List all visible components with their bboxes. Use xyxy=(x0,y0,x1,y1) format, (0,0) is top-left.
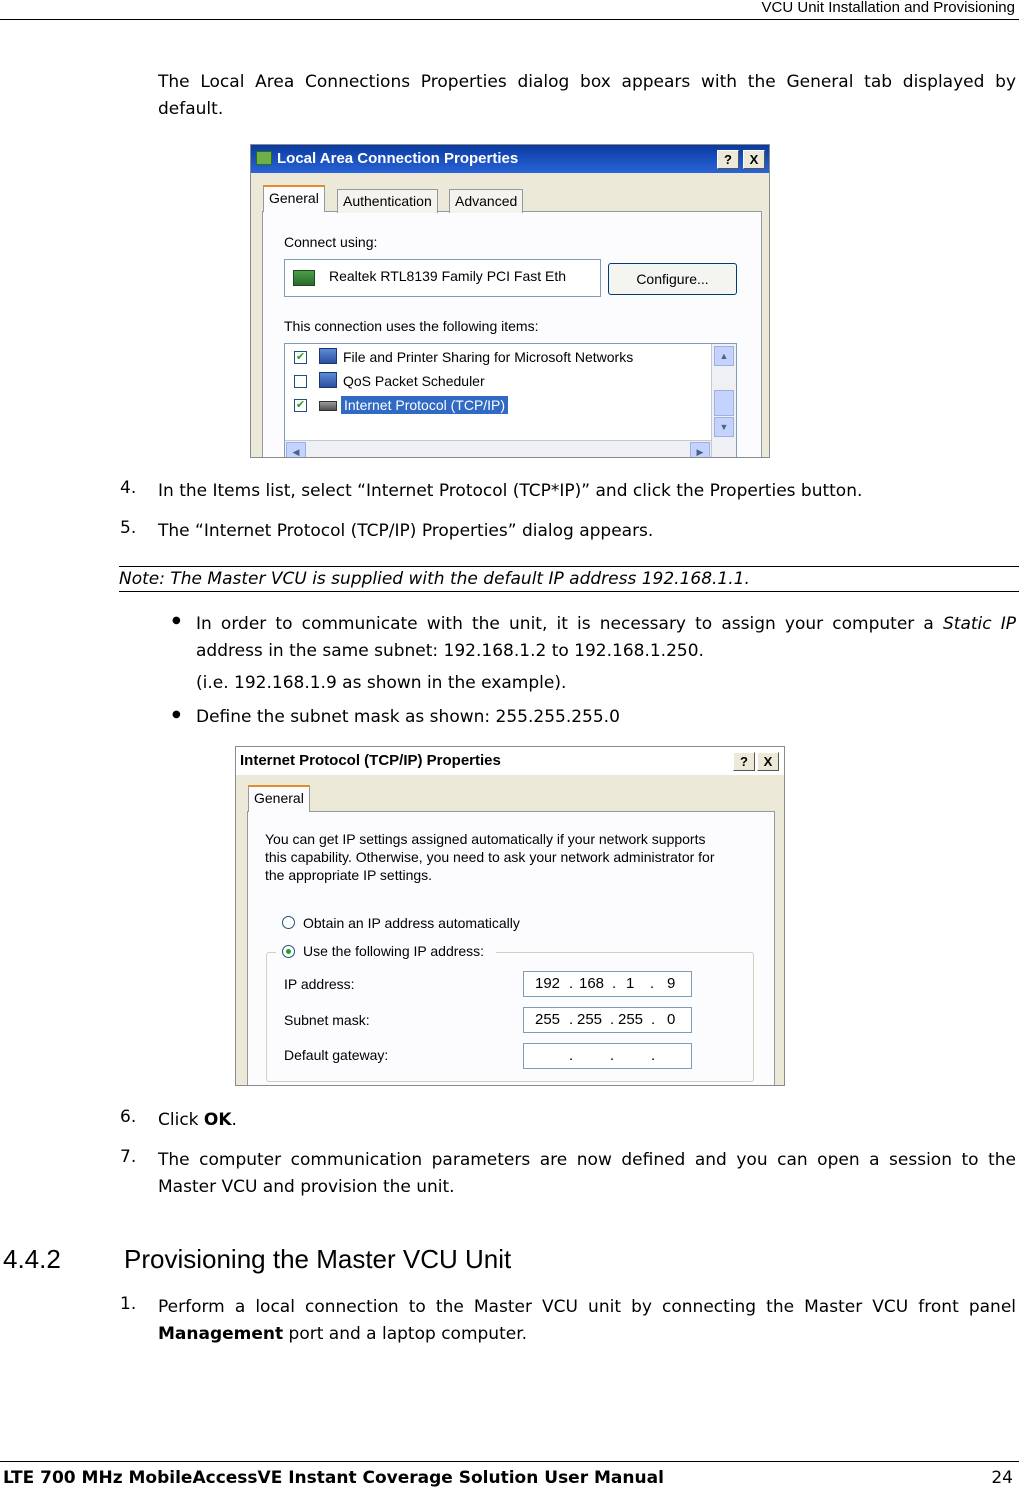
step-5-number: 5. xyxy=(120,518,137,538)
local-area-connection-dialog xyxy=(250,144,770,458)
item-label-selected[interactable]: Internet Protocol (TCP/IP) xyxy=(341,396,508,414)
step-7-number: 7. xyxy=(120,1147,137,1167)
bullet-icon: ● xyxy=(172,709,181,720)
radio-auto-label[interactable]: Obtain an IP address automatically xyxy=(303,915,520,931)
note: Note: The Master VCU is supplied with the default IP address 192.168.1.1. xyxy=(119,566,1019,592)
dialog2-titlebar xyxy=(236,747,784,775)
tab-advanced[interactable]: Advanced xyxy=(449,189,523,213)
configure-button[interactable]: Configure... xyxy=(608,263,737,295)
subnet-mask-label: Subnet mask: xyxy=(284,1012,370,1028)
item-checkbox[interactable] xyxy=(294,375,307,388)
bullet-1-subtext: (i.e. 192.168.1.9 as shown in the example). xyxy=(196,673,567,693)
step-1-number: 1. xyxy=(120,1294,137,1314)
step-4-text: In the Items list, select “Internet Protocol (TCP*IP)” and click the Properties button. xyxy=(158,481,863,501)
groupbox-caption xyxy=(276,943,496,961)
description-line-1: You can get IP settings assigned automatically if your network supports xyxy=(265,831,706,847)
scroll-right-icon[interactable]: ▶ xyxy=(690,442,710,458)
section-heading: Provisioning the Master VCU Unit xyxy=(124,1244,512,1274)
footer-title: LTE 700 MHz MobileAccessVE Instant Coverage Solution User Manual xyxy=(3,1468,664,1488)
item-label[interactable]: QoS Packet Scheduler xyxy=(343,373,485,389)
subnet-mask-field[interactable]: 255 . 255 . 255 . 0 xyxy=(523,1007,692,1033)
dialog2-title: Internet Protocol (TCP/IP) Properties xyxy=(240,752,501,769)
dialog1-title: Local Area Connection Properties xyxy=(277,150,519,167)
computer-icon xyxy=(319,348,337,364)
horizontal-scrollbar[interactable] xyxy=(285,440,711,458)
step-5-text: The “Internet Protocol (TCP/IP) Properties” dialog appears. xyxy=(158,521,654,541)
tab-general[interactable]: General xyxy=(248,785,310,812)
item-checkbox[interactable]: ✔ xyxy=(295,399,306,411)
intro-paragraph: The Local Area Connections Properties dialog box appears with the General tab displayed by default. xyxy=(158,72,1016,119)
tab-general[interactable]: General xyxy=(263,185,325,212)
vertical-scrollbar[interactable] xyxy=(711,344,736,458)
help-button[interactable]: ? xyxy=(717,150,739,169)
adapter-field xyxy=(284,259,601,297)
running-footer xyxy=(0,1461,1019,1494)
bullet-2-text: Define the subnet mask as shown: 255.255.255.0 xyxy=(196,707,620,727)
section-number: 4.4.2 xyxy=(3,1244,61,1274)
close-button[interactable]: X xyxy=(757,752,779,771)
running-header xyxy=(0,0,1019,20)
default-gateway-field[interactable]: . . . xyxy=(523,1043,692,1069)
network-card-icon xyxy=(293,270,315,286)
radio-manual-label[interactable]: Use the following IP address: xyxy=(303,943,485,959)
tab-authentication[interactable]: Authentication xyxy=(337,189,438,213)
step-1-text: Perform a local connection to the Master VCU unit by connecting the Master VCU front panel Management port and a laptop computer. xyxy=(158,1297,1016,1344)
header-title: VCU Unit Installation and Provisioning xyxy=(761,0,1015,16)
computer-icon xyxy=(319,372,337,388)
bullet-1-text: In order to communicate with the unit, it is necessary to assign your computer a Static IP address in the same subnet: 192.168.1.2 to 192.168.1.250. xyxy=(196,614,1017,661)
ip-address-label: IP address: xyxy=(284,976,355,992)
help-button[interactable]: ? xyxy=(733,752,755,771)
radio-manual[interactable] xyxy=(282,945,295,958)
protocol-icon xyxy=(319,401,337,411)
step-6-number: 6. xyxy=(120,1107,137,1127)
item-checkbox[interactable]: ✔ xyxy=(295,351,306,363)
item-label[interactable]: File and Printer Sharing for Microsoft Networks xyxy=(343,349,634,365)
step-6-text: Click OK. xyxy=(158,1110,237,1130)
bullet-icon: ● xyxy=(172,615,181,626)
step-4-number: 4. xyxy=(120,478,137,498)
items-label: This connection uses the following items: xyxy=(284,318,539,334)
dialog1-titlebar xyxy=(251,145,769,173)
description-line-3: the appropriate IP settings. xyxy=(265,867,433,883)
radio-auto[interactable] xyxy=(282,916,295,929)
scroll-up-icon[interactable]: ▲ xyxy=(714,346,734,366)
page-number: 24 xyxy=(991,1468,1013,1488)
connect-using-label: Connect using: xyxy=(284,234,378,250)
default-gateway-label: Default gateway: xyxy=(284,1047,389,1063)
adapter-name: Realtek RTL8139 Family PCI Fast Eth xyxy=(329,268,567,284)
close-button[interactable]: X xyxy=(743,150,765,169)
scroll-thumb[interactable] xyxy=(714,390,734,416)
network-icon xyxy=(256,151,272,165)
scroll-left-icon[interactable]: ◀ xyxy=(286,442,306,458)
step-7-text: The computer communication parameters are now defined and you can open a session to the Master VCU and provision the unit. xyxy=(158,1150,1016,1197)
ip-address-field[interactable]: 192 . 168 . 1 . 9 xyxy=(523,971,692,997)
items-list[interactable] xyxy=(284,343,737,458)
scroll-down-icon[interactable]: ▼ xyxy=(714,417,734,437)
tcpip-properties-dialog xyxy=(235,746,785,1086)
description-line-2: this capability. Otherwise, you need to ask your network administrator for xyxy=(265,849,715,865)
